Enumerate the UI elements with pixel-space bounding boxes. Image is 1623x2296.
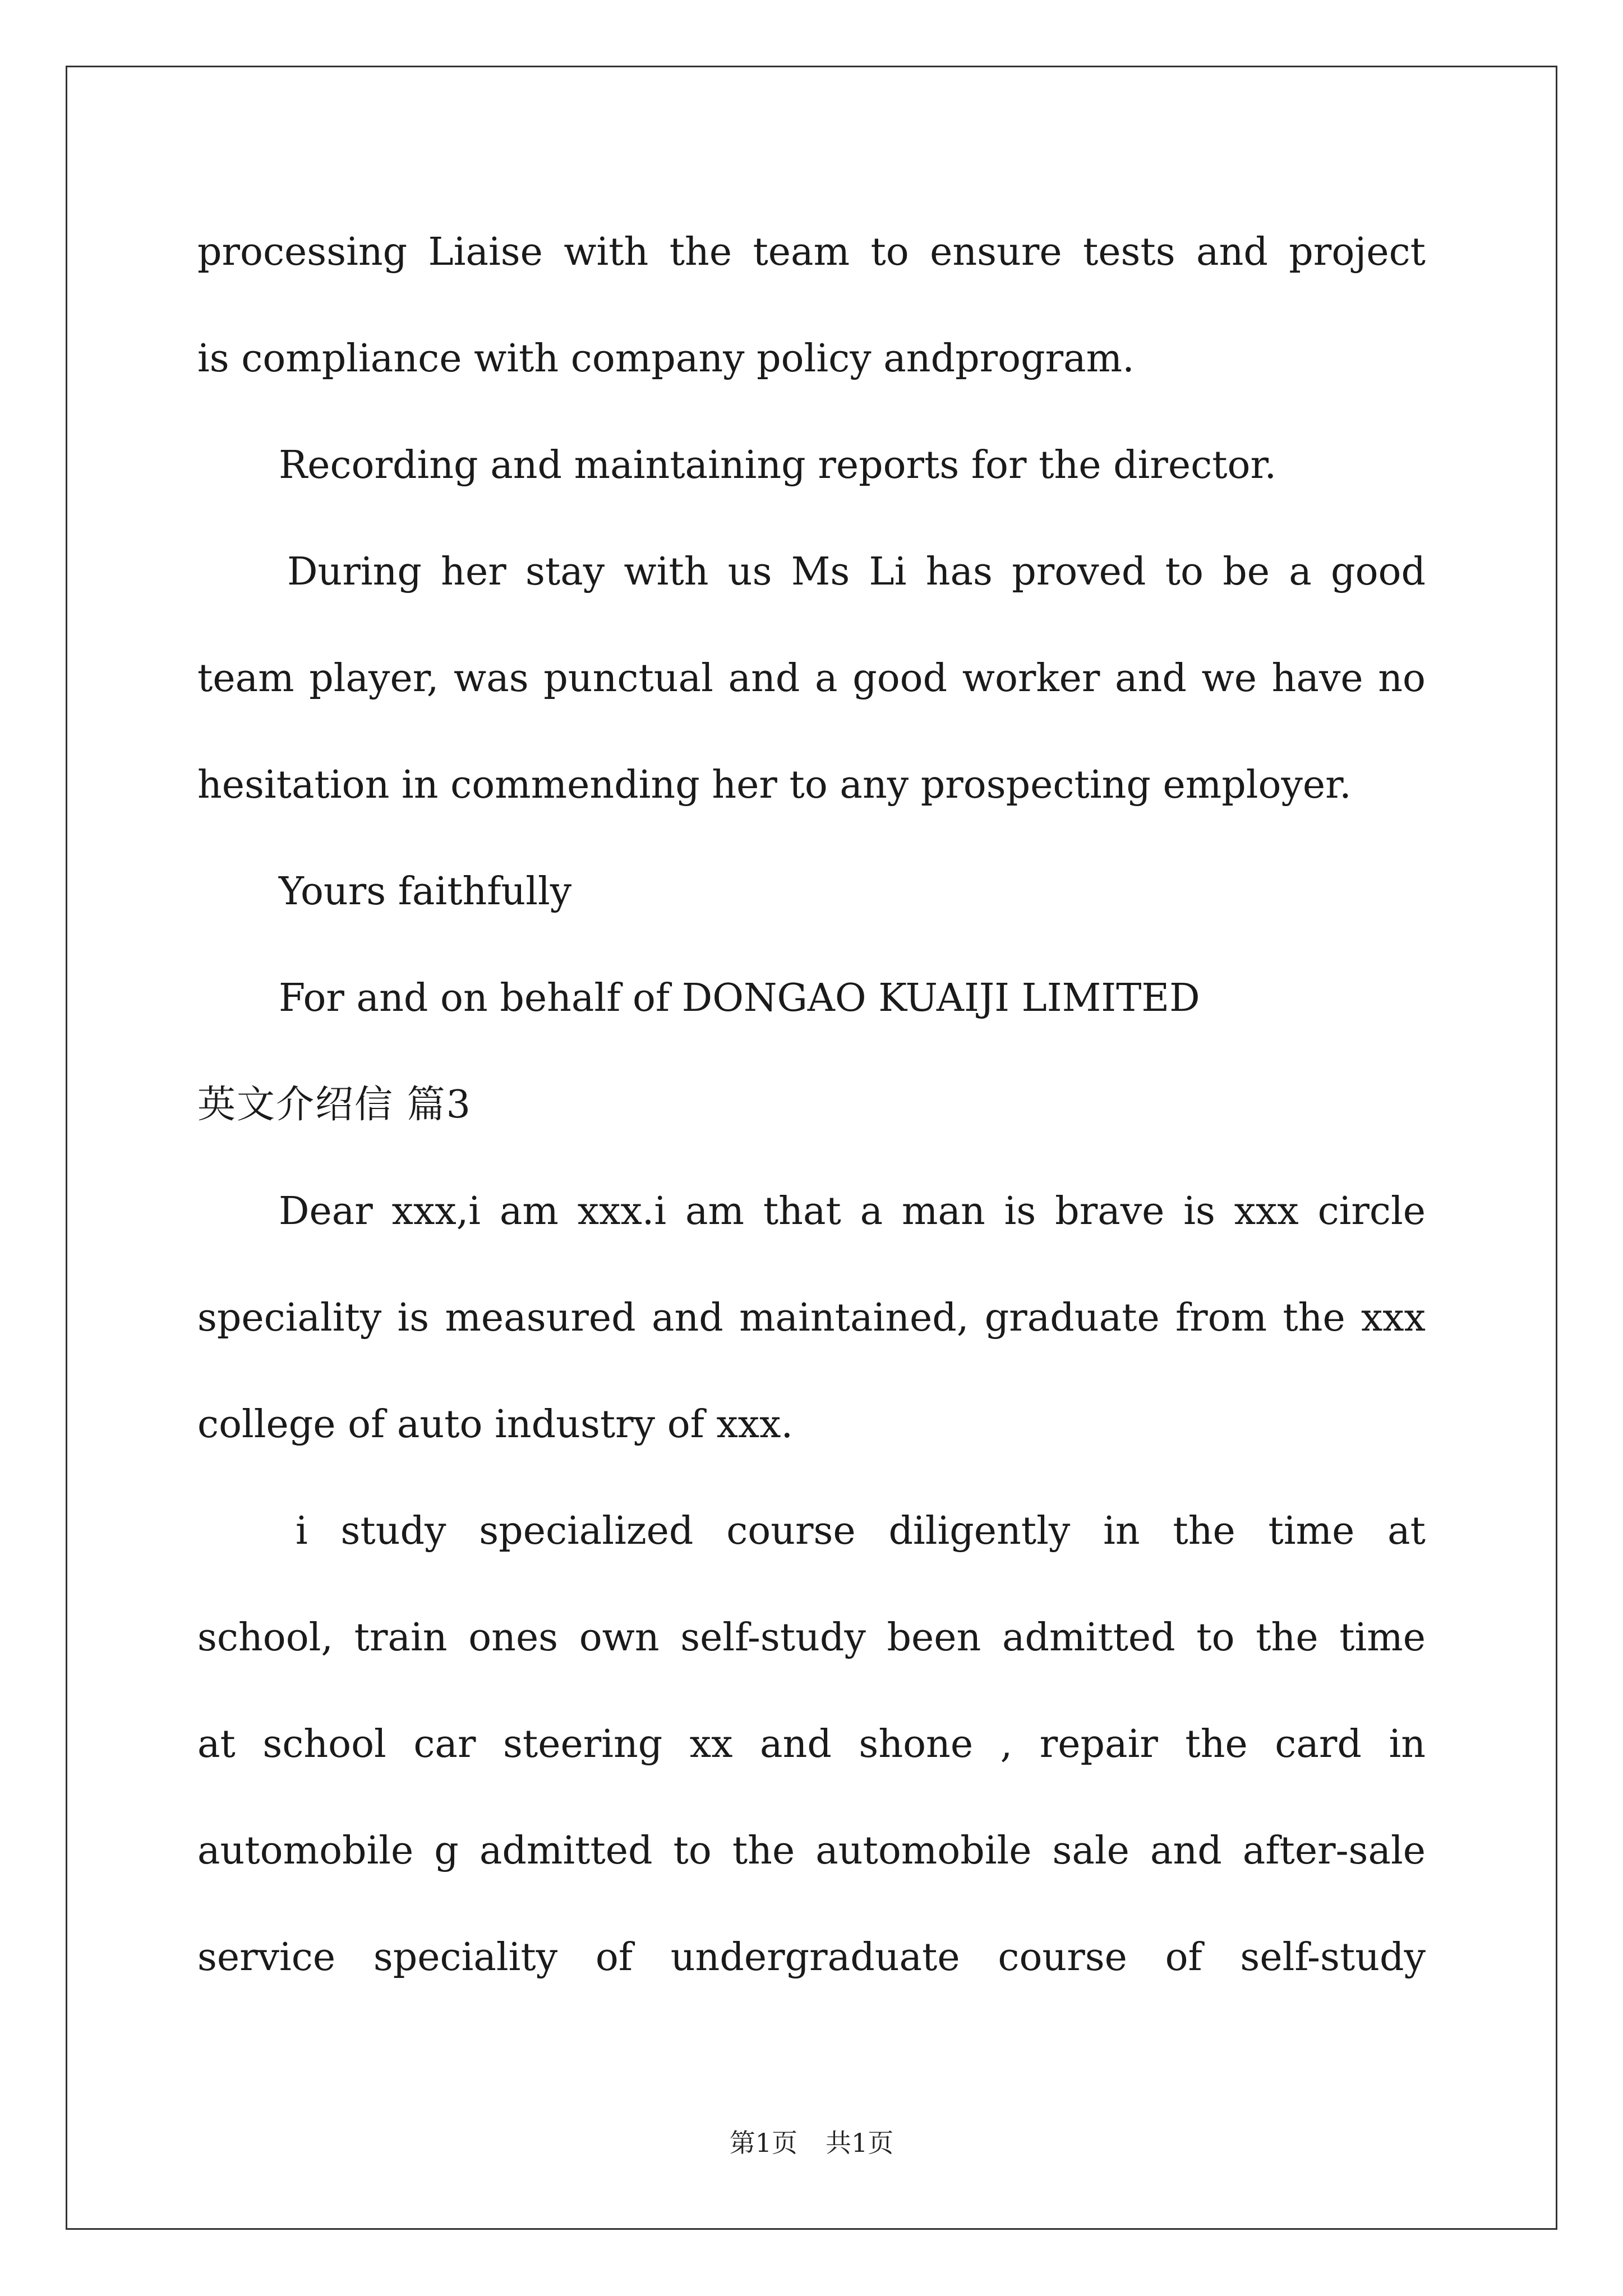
text-line: team player, was punctual and a good worker and we have no <box>197 656 1426 701</box>
text-line: at school car steering xx and shone , repair the card in <box>197 1722 1426 1766</box>
page-total: 共1页 <box>826 2128 894 2158</box>
page-number: 第1页 <box>729 2128 797 2158</box>
text-line: service speciality of undergraduate course of self-study <box>197 1935 1426 1980</box>
text-line: college of auto industry of xxx. <box>197 1402 794 1447</box>
text-line: During her stay with us Ms Li has proved to be a good <box>287 550 1426 594</box>
text-line: Recording and maintaining reports for the director. <box>279 443 1277 487</box>
text-line: hesitation in commending her to any prospecting employer. <box>197 763 1352 807</box>
text-line: is compliance with company policy andprogram. <box>197 337 1135 381</box>
text-line: processing Liaise with the team to ensure tests and project <box>197 230 1426 274</box>
section-heading: 英文介绍信 篇3 <box>197 1083 472 1127</box>
text-line: speciality is measured and maintained, graduate from the xxx <box>197 1296 1426 1340</box>
closing-salutation: Yours faithfully <box>279 869 572 914</box>
signature-line: For and on behalf of DONGAO KUAIJI LIMITED <box>279 976 1200 1020</box>
text-line: i study specialized course diligently in the time at <box>296 1509 1426 1553</box>
text-line: Dear xxx,i am xxx.i am that a man is brave is xxx circle <box>279 1189 1426 1234</box>
page-footer <box>0 2126 1623 2160</box>
page-border <box>66 66 1557 2230</box>
text-line: automobile g admitted to the automobile sale and after-sale <box>197 1829 1426 1873</box>
text-line: school, train ones own self-study been admitted to the time <box>197 1616 1426 1660</box>
